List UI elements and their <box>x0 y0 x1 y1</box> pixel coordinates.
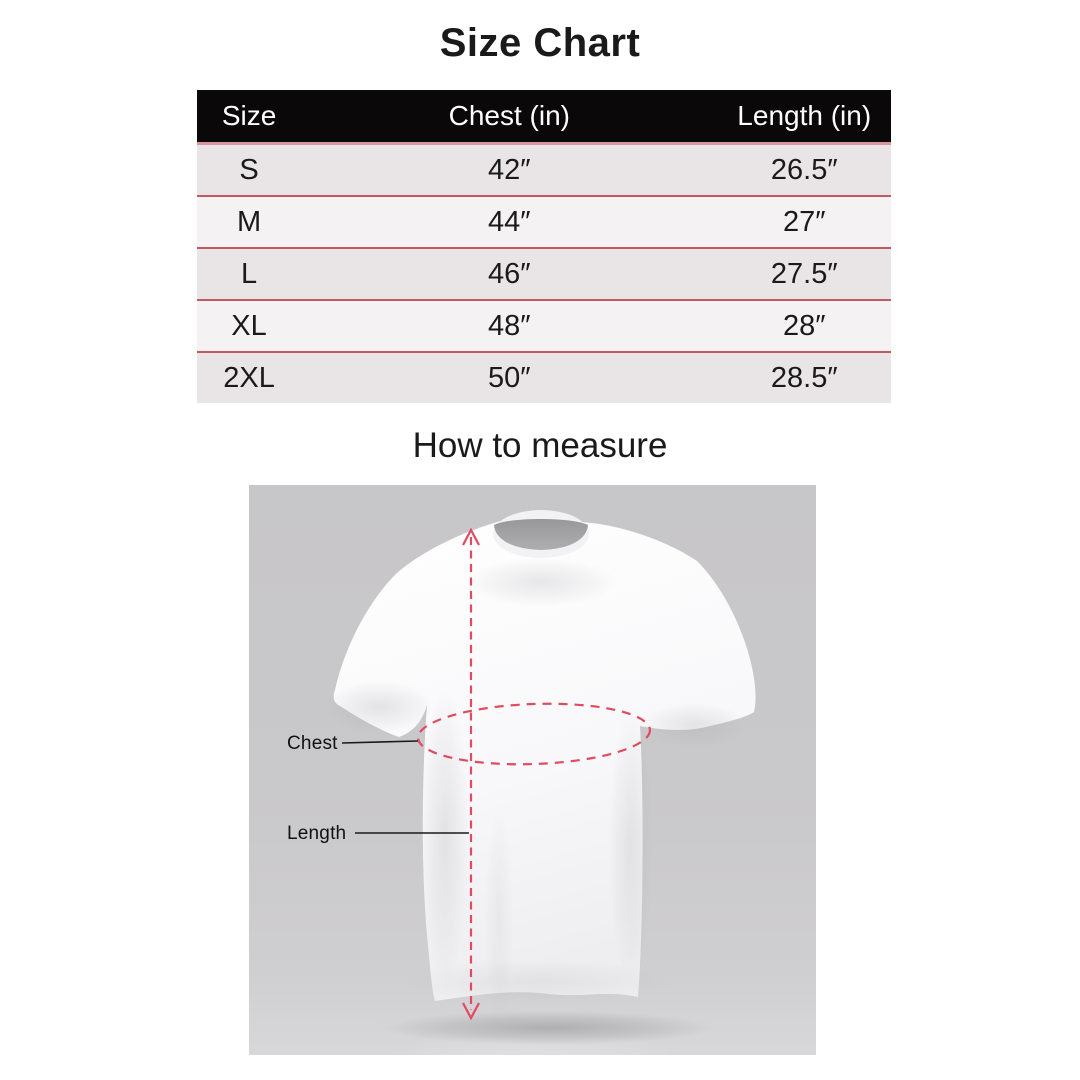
floor-shadow <box>384 1011 714 1045</box>
how-to-measure-title: How to measure <box>412 426 668 465</box>
cell-length: 28.5″ <box>770 361 838 394</box>
shade-left-seam <box>421 685 469 985</box>
shade-left-sleeve <box>324 681 434 733</box>
cell-size: L <box>240 257 258 290</box>
tshirt-diagram-svg <box>249 485 816 1055</box>
cell-chest: 50″ <box>488 361 531 394</box>
chest-label: Chest <box>287 733 338 754</box>
shade-right-seam <box>609 705 653 985</box>
table-row <box>197 195 891 247</box>
table-row <box>197 247 891 299</box>
column-header-size: Size <box>221 100 277 131</box>
page-title: Size Chart <box>439 21 641 65</box>
cell-length: 28″ <box>782 309 826 342</box>
cell-size: XL <box>231 309 267 342</box>
table-row <box>197 351 891 403</box>
cell-length: 27″ <box>782 205 826 238</box>
cell-size: M <box>236 205 262 238</box>
cell-length: 27.5″ <box>770 257 838 290</box>
measure-diagram <box>249 485 816 1055</box>
table-row <box>197 299 891 351</box>
size-table-header <box>197 90 891 145</box>
cell-size: S <box>239 153 259 186</box>
cell-length: 26.5″ <box>770 153 838 186</box>
length-label: Length <box>287 823 347 844</box>
cell-chest: 48″ <box>488 309 531 342</box>
shade-right-sleeve <box>642 703 746 747</box>
cell-chest: 44″ <box>488 205 531 238</box>
column-header-chest: Chest (in) <box>448 100 570 131</box>
cell-chest: 46″ <box>488 257 531 290</box>
shade-hem <box>404 960 674 1004</box>
size-table <box>197 90 891 403</box>
chest-leader-line <box>342 741 418 743</box>
column-header-length: Length (in) <box>737 100 872 131</box>
table-row <box>197 145 891 195</box>
cell-size: 2XL <box>223 361 275 394</box>
cell-chest: 42″ <box>488 153 531 186</box>
shade-under-collar <box>466 558 616 606</box>
